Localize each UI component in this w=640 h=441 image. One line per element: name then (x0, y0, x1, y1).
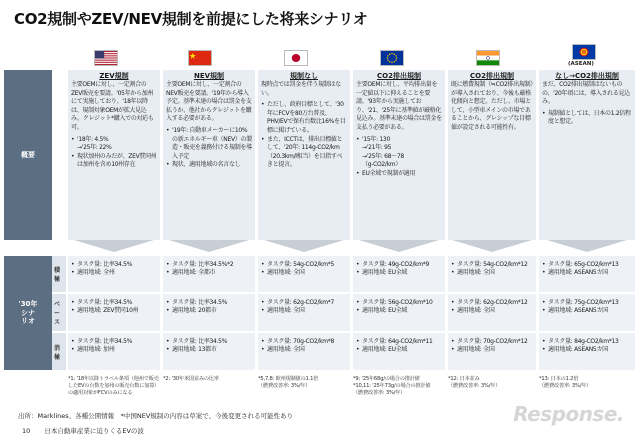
column-bullets: • ただし、政府目標として、'30年にFCVを80万台普及、PHV/EVで保有台数比16%を目標に掲げている。 • また、ICCTは、排出目標値として、'20年: 114g-CO2/km（20.3km/l相当）を目指すべきと提言。 (261, 101, 346, 169)
overview-label: 概要 (4, 70, 52, 240)
column-bullets: • '19年: 自動車メーカーに10%の新エネルギー車（NEV）の製造・販売を義務付ける規制を導入予定 • 現状、適用地域の名言なし (166, 126, 252, 169)
scenario-cell: • タスク量: 54g-CO2/km*5 • 適用地域: 全国 (258, 256, 350, 292)
cell-line: タスク量: 54g-CO2/km*5 (267, 261, 335, 268)
cell-line: タスク量: 65g-CO2/km*13 (548, 261, 619, 268)
cell-line: タスク量: 84g-CO2/km*13 (548, 338, 619, 345)
cell-line: タスク量: 比率34.5% (172, 299, 228, 306)
cell-line: 適用地域: EU全域 (362, 346, 408, 353)
cell-line: 適用地域: ASEAN5カ国 (548, 307, 608, 314)
scenario-cell: • タスク量: 比率34.5%*2 • 適用地域: 全都市 (163, 256, 255, 292)
footnote-asean: *13: 日本の1.2倍 （燃費改善率: 3%/年） (539, 376, 592, 389)
column-description: まだ、CO2排出規制はないものの、'20年頃には、導入される見込み。 (542, 81, 630, 106)
footer-text: 日本自動車産業に迫りくるEVの波 (44, 427, 144, 435)
scenario-cell: • タスク量: 62g-CO2/km*12 • 適用地域: 全国 (448, 294, 536, 331)
column-heading: NEV規制 (193, 72, 225, 80)
asean-flag-icon (572, 44, 596, 60)
scenario-cell: • タスク量: 比率34.5% • 適用地域: 13都市 (163, 333, 255, 370)
scenario-cell: • タスク量: 84g-CO2/km*13 • 適用地域: ASEAN5カ国 (539, 333, 635, 370)
cell-line: 適用地域: 全国 (457, 269, 495, 276)
down-arrow-icon (264, 240, 344, 252)
cell-line: タスク量: 56g-CO2/km*10 (362, 299, 433, 306)
column-description: 現時点では罰金を伴う規制はない。 (261, 81, 341, 97)
column-bullets: • '15年: 130 →'21年: 95 →'25年: 68～78 （g-CO2/km） • EU全域で規制が適用 (356, 135, 416, 177)
column-heading: 規制なし (290, 72, 318, 80)
column-china (163, 70, 255, 240)
down-arrow-icon (452, 240, 532, 252)
column-description: 既に燃費規制（≒CO2排出規制）が導入されており、今後も厳格化傾向と想定。ただし、市場として、小型車メインの市場であることから、グレシップな目標値が設定される可能性有。 (451, 81, 533, 131)
us-flag-icon (94, 50, 118, 66)
watermark-logo: Response. (513, 402, 624, 426)
scenario-cell: • タスク量: 比率34.5% • 適用地域: ZEV賛同10州 (68, 294, 160, 331)
scenario-cell: • タスク量: 64g-CO2/km*11 • 適用地域: EU全域 (353, 333, 445, 370)
footnote-japan: *5,7,8: 欧州規制値の1.1倍 （燃費改善率: 3%/年） (258, 376, 319, 389)
column-description: 主要OEMに対し、一定割合のZEV販売を要請。'05年から加州にて実施しており、'18年以降は、規制対象OEMが拡大見込み。クレジット*購入での対応も可。 (71, 81, 154, 131)
source-note: 出所：Marklines、各種公開情報 *中国NEV規制の内容は草案で、今後変更される可能性あり (18, 412, 294, 420)
scenario-cell: • タスク量: 70g-CO2/km*8 • 適用地域: 全国 (258, 333, 350, 370)
footnote-china: *2: '30年米国並みの比率 (163, 376, 219, 382)
footnote-india: *12: 日本並み （燃費改善率: 3%/年） (448, 376, 501, 389)
column-eu (353, 70, 445, 240)
column-heading: なし→CO2排出規制 (555, 72, 619, 80)
column-bullets: • 規制値としては、日本の1.2倍程度と想定。 (542, 109, 631, 126)
cell-line: 適用地域: 全国 (267, 269, 305, 276)
cell-line: タスク量: 64g-CO2/km*11 (362, 338, 433, 345)
row-label-active: 積極 (54, 267, 61, 283)
cell-line: タスク量: 70g-CO2/km*12 (457, 338, 528, 345)
down-arrow-icon (169, 240, 249, 252)
down-arrow-icon (74, 240, 154, 252)
scenario-cell: • タスク量: 比率34.5% • 適用地域: 全州 (68, 256, 160, 292)
cell-line: 適用地域: 全国 (457, 346, 495, 353)
column-bullets: • '18年: 4.5% →'25年: 22% • 現状加州のみだが、ZEV賛同州は加州を含め10州存在 (71, 135, 157, 169)
cell-line: タスク量: 62g-CO2/km*7 (267, 299, 335, 306)
japan-flag-icon (284, 50, 308, 66)
scenario-cell: • タスク量: 65g-CO2/km*13 • 適用地域: ASEAN5カ国 (539, 256, 635, 292)
page-title: CO2規制やZEV/NEV規制を前提にした将来シナリオ (14, 10, 368, 28)
eu-flag-icon (380, 50, 404, 66)
scenario-cell: • タスク量: 56g-CO2/km*10 • 適用地域: EU全域 (353, 294, 445, 331)
down-arrow-icon (359, 240, 439, 252)
cell-line: タスク量: 比率34.5% (172, 338, 228, 345)
column-description: 主要OEMに対し、一定割合のNEV販売を要請。'19年から導入予定。基準未達の場合は罰金を支払うか、他社からクレジットを購入する必要がある。 (166, 81, 252, 123)
page-number: 10 (22, 427, 31, 435)
asean-flag-caption: (ASEAN) (568, 61, 594, 67)
column-heading: ZEV規制 (99, 72, 129, 80)
footnote-us: *1: '18年以降トラベル条項（他州で販売したEVの台数を加州の販売台数に加算）の適用対象がFCVのみになる (68, 376, 160, 396)
cell-line: 適用地域: 全国 (267, 307, 305, 314)
cell-line: タスク量: 62g-CO2/km*12 (457, 299, 528, 306)
cell-line: タスク量: 75g-CO2/km*13 (548, 299, 619, 306)
scenario-cell: • タスク量: 比率34.5% • 適用地域: 加州 (68, 333, 160, 370)
cell-line: タスク量: 比率34.5%*2 (172, 261, 234, 268)
scenario-cell: • タスク量: 比率34.5% • 適用地域: 20都市 (163, 294, 255, 331)
row-label-passive: 消極 (54, 344, 61, 361)
cell-line: 適用地域: 全国 (267, 346, 305, 353)
scenario-cell: • タスク量: 75g-CO2/km*13 • 適用地域: ASEAN5カ国 (539, 294, 635, 331)
cell-line: タスク量: 54g-CO2/km*12 (457, 261, 528, 268)
column-india (448, 70, 536, 240)
scenario-cell: • タスク量: 70g-CO2/km*12 • 適用地域: 全国 (448, 333, 536, 370)
column-us (68, 70, 160, 240)
india-flag-icon (476, 50, 500, 66)
cell-line: 適用地域: ASEAN5カ国 (548, 269, 608, 276)
column-description: 主要OEMに対し、平均排出量を一定値以下に抑えることを要請。'93年から実施しており、'21、'25年に基準値が厳格化見込み。基準未達の場合は罰金を支払う必要がある。 (356, 81, 442, 131)
footnote-eu: *9: '25年68g/の場合の推計値 *10,11: '25年73g/の場合の推計値 （燃費改善率: 3%/年） (353, 376, 431, 396)
page-footer (22, 426, 156, 435)
scenario-label: '30年 シナ リオ (4, 256, 52, 370)
cell-line: 適用地域: 20都市 (172, 307, 217, 314)
cell-line: 適用地域: EU全域 (362, 269, 408, 276)
cell-line: タスク量: 70g-CO2/km*8 (267, 338, 335, 345)
cell-line: 適用地域: 全都市 (172, 269, 216, 276)
row-label-base: ベース (54, 301, 61, 326)
cell-line: 適用地域: 加州 (77, 346, 115, 353)
cell-line: 適用地域: ZEV賛同10州 (77, 307, 139, 314)
column-heading: CO2排出規制 (377, 72, 421, 80)
cell-line: 適用地域: 全州 (77, 269, 115, 276)
down-arrow-icon (547, 240, 627, 252)
cell-line: タスク量: 49g-CO2/km*9 (362, 261, 430, 268)
cell-line: 適用地域: 全国 (457, 307, 495, 314)
scenario-cell: • タスク量: 54g-CO2/km*12 • 適用地域: 全国 (448, 256, 536, 292)
cell-line: 適用地域: ASEAN5カ国 (548, 346, 608, 353)
cell-line: タスク量: 比率34.5% (77, 261, 133, 268)
column-japan (258, 70, 350, 240)
cell-line: 適用地域: EU全域 (362, 307, 408, 314)
scenario-cell: • タスク量: 62g-CO2/km*7 • 適用地域: 全国 (258, 294, 350, 331)
cell-line: 適用地域: 13都市 (172, 346, 217, 353)
column-asean (539, 70, 635, 240)
scenario-cell: • タスク量: 49g-CO2/km*9 • 適用地域: EU全域 (353, 256, 445, 292)
cell-line: タスク量: 比率34.5% (77, 338, 133, 345)
china-flag-icon (188, 50, 212, 66)
cell-line: タスク量: 比率34.5% (77, 299, 133, 306)
column-heading: CO2排出規制 (470, 72, 514, 80)
